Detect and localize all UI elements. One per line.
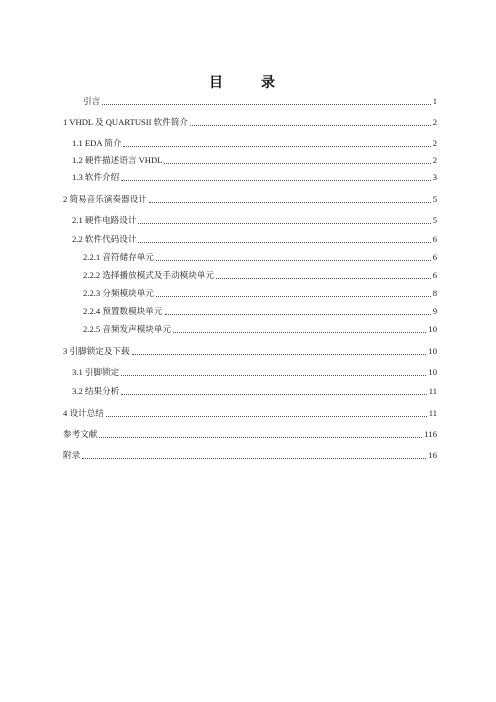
toc-entry-label: 4 设计总结 [63,408,104,418]
toc-entry-1-1[interactable] [72,138,437,149]
toc-entry-page: 5 [432,194,437,204]
toc-entry-page: 6 [432,234,437,244]
toc-entry-label: 参考文献 [63,429,98,439]
toc-entry-label: 1.3 软件介绍 [72,172,120,182]
dot-leader [82,458,426,459]
toc-entry-page: 9 [432,306,437,316]
dot-leader [216,278,431,279]
toc-entry-3-1[interactable] [72,367,437,378]
dot-leader [121,375,426,376]
toc-entry-ch3[interactable] [63,346,437,357]
dot-leader [156,260,431,261]
dot-leader [173,332,426,333]
toc-entry-label: 3.1 引脚锁定 [72,367,120,377]
toc-entry-label: 1.1 EDA 简介 [72,138,122,148]
toc-entry-label: 3.2 结果分析 [72,386,120,396]
dot-leader [190,125,431,126]
dot-leader [106,416,427,417]
toc-entry-page: 6 [432,270,437,280]
toc-entry-2-2-3[interactable] [83,288,437,299]
toc-entry-2-2-5[interactable] [83,324,437,335]
dot-leader [164,163,430,164]
toc-entry-2-2-2[interactable] [83,270,437,281]
toc-entry-2-2-1[interactable] [83,252,437,263]
toc-entry-label: 2.2.3 分频模块单元 [83,288,154,298]
toc-entry-page: 10 [428,324,437,334]
dot-leader [102,104,431,105]
toc-entry-2-1[interactable] [72,215,437,226]
toc-entry-page: 2 [432,138,437,148]
toc-entry-label: 附录 [63,450,81,460]
toc-entry-appendix[interactable] [63,450,437,461]
toc-entry-page: 8 [432,288,437,298]
toc-entry-1-3[interactable] [72,172,437,183]
toc-entry-2-2-4[interactable] [83,306,437,317]
dot-leader [121,180,430,181]
toc-entry-ch2[interactable] [63,194,437,205]
toc-entry-references[interactable] [63,429,437,440]
toc-entry-label: 2.2 软件代码设计 [72,234,137,244]
dot-leader [123,146,430,147]
toc-entry-page: 116 [424,429,437,439]
toc-entry-page: 11 [428,386,437,396]
toc-entry-label: 2.2.4 预置数模块单元 [83,306,163,316]
toc-entry-page: 2 [432,117,437,127]
toc-entry-page: 3 [432,172,437,182]
dot-leader [165,314,431,315]
toc-entry-label: 1 VHDL 及 QUARTUSII 软件简介 [63,117,189,127]
toc-entry-page: 5 [432,215,437,225]
toc-entry-label: 2.2.5 音频发声模块单元 [83,324,172,334]
dot-leader [156,296,431,297]
toc-entry-intro[interactable] [83,96,437,107]
toc-entry-ch1[interactable] [63,117,437,128]
dot-leader [138,223,430,224]
toc-entry-3-2[interactable] [72,386,437,397]
toc-entry-label: 3 引脚锁定及下载 [63,346,130,356]
toc-entry-1-2[interactable] [72,155,437,166]
dot-leader [138,242,430,243]
toc-entry-label: 引言 [83,96,101,106]
toc-entry-page: 16 [428,450,437,460]
toc-entry-label: 2.2.2 选择播放模式及手动模块单元 [83,270,215,280]
toc-title: 目 录 [209,75,287,91]
toc-entry-page: 2 [432,155,437,165]
dot-leader [132,354,427,355]
dot-leader [99,437,422,438]
toc-entry-page: 10 [428,346,437,356]
dot-leader [149,202,431,203]
toc-entry-ch4[interactable] [63,408,437,419]
dot-leader [121,394,426,395]
toc-entry-label: 2.2.1 音符储存单元 [83,252,154,262]
toc-entry-label: 2 简易音乐演奏器设计 [63,194,147,204]
toc-entry-label: 2.1 硬件电路设计 [72,215,137,225]
toc-entry-2-2[interactable] [72,234,437,245]
toc-entry-page: 6 [432,252,437,262]
toc-entry-page: 10 [428,367,437,377]
toc-entry-page: 11 [428,408,437,418]
toc-entry-label: 1.2 硬件描述语言 VHDL [72,155,163,165]
toc-entry-page: 1 [432,96,437,106]
